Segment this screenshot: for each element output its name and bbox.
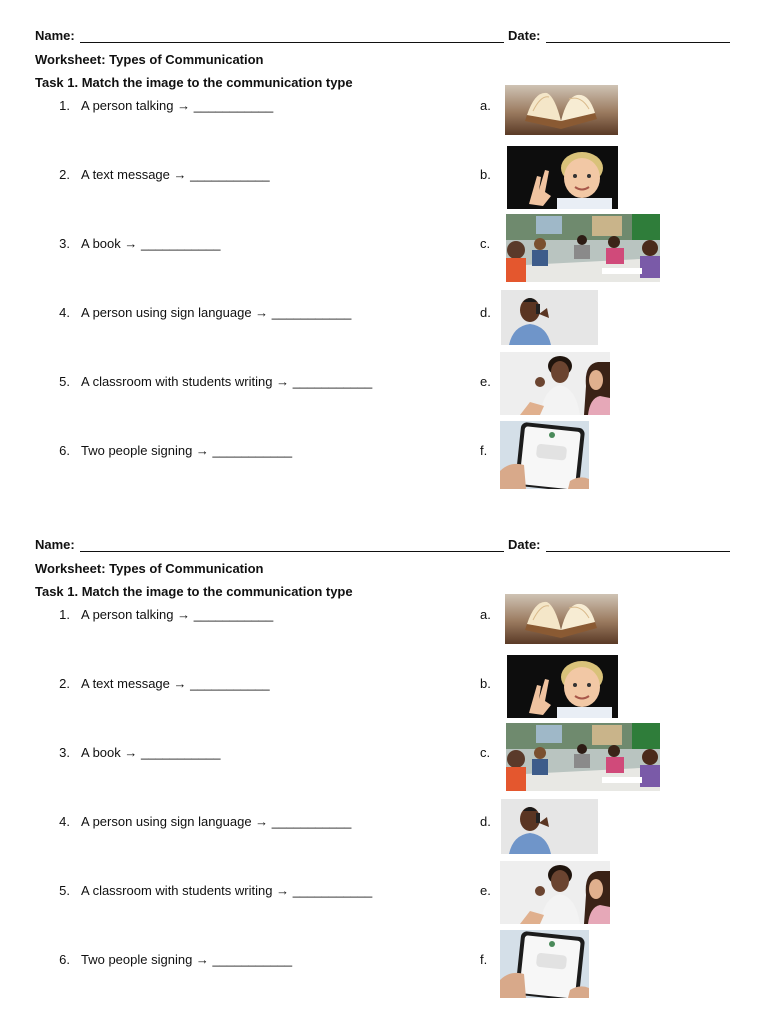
date-label: Date:	[508, 28, 541, 43]
open-book-image	[505, 85, 618, 135]
two-people-signing-image	[500, 861, 610, 924]
worksheet-title: Worksheet: Types of Communication	[35, 52, 264, 67]
match-item: A person using sign language → ___________	[81, 305, 352, 320]
task-heading: Task 1. Match the image to the communication type	[35, 75, 353, 90]
open-book-image	[505, 594, 618, 644]
name-label: Name:	[35, 28, 75, 43]
date-label: Date:	[508, 537, 541, 552]
name-label: Name:	[35, 537, 75, 552]
phone-text-message-image	[500, 421, 589, 489]
match-item: A classroom with students writing → ___________	[81, 883, 373, 898]
option-letter: d.	[480, 814, 491, 829]
option-letter: f.	[480, 443, 488, 458]
item-number: 3.	[59, 745, 70, 760]
match-item: A book → ___________	[81, 745, 221, 760]
worksheet-title: Worksheet: Types of Communication	[35, 561, 264, 576]
match-item: A text message → ___________	[81, 167, 270, 182]
item-number: 4.	[59, 814, 70, 829]
worksheet-top	[0, 0, 768, 500]
classroom-writing-image	[506, 214, 660, 282]
item-number: 6.	[59, 952, 70, 967]
two-people-signing-image	[500, 352, 610, 415]
item-number: 1.	[59, 607, 70, 622]
task-heading: Task 1. Match the image to the communication type	[35, 584, 353, 599]
man-on-phone-image	[501, 290, 598, 345]
match-item: A person talking → ___________	[81, 607, 274, 622]
name-field-line[interactable]	[80, 42, 504, 43]
option-letter: a.	[480, 607, 491, 622]
option-letter: f.	[480, 952, 488, 967]
item-number: 4.	[59, 305, 70, 320]
match-item: A person talking → ___________	[81, 98, 274, 113]
worksheet-bottom	[0, 509, 768, 1009]
phone-text-message-image	[500, 930, 589, 998]
match-item: A classroom with students writing → ___________	[81, 374, 373, 389]
date-field-line[interactable]	[546, 551, 730, 552]
option-letter: d.	[480, 305, 491, 320]
match-item: A person using sign language → ___________	[81, 814, 352, 829]
item-number: 2.	[59, 676, 70, 691]
option-letter: e.	[480, 374, 491, 389]
item-number: 1.	[59, 98, 70, 113]
item-number: 2.	[59, 167, 70, 182]
option-letter: b.	[480, 167, 491, 182]
option-letter: c.	[480, 236, 491, 251]
item-number: 6.	[59, 443, 70, 458]
item-number: 5.	[59, 883, 70, 898]
option-letter: c.	[480, 745, 491, 760]
match-item: Two people signing → ___________	[81, 952, 293, 967]
item-number: 5.	[59, 374, 70, 389]
man-on-phone-image	[501, 799, 598, 854]
item-number: 3.	[59, 236, 70, 251]
boy-signing-image	[507, 655, 618, 718]
match-item: A text message → ___________	[81, 676, 270, 691]
classroom-writing-image	[506, 723, 660, 791]
date-field-line[interactable]	[546, 42, 730, 43]
option-letter: b.	[480, 676, 491, 691]
boy-signing-image	[507, 146, 618, 209]
option-letter: a.	[480, 98, 491, 113]
match-item: Two people signing → ___________	[81, 443, 293, 458]
match-item: A book → ___________	[81, 236, 221, 251]
option-letter: e.	[480, 883, 491, 898]
name-field-line[interactable]	[80, 551, 504, 552]
